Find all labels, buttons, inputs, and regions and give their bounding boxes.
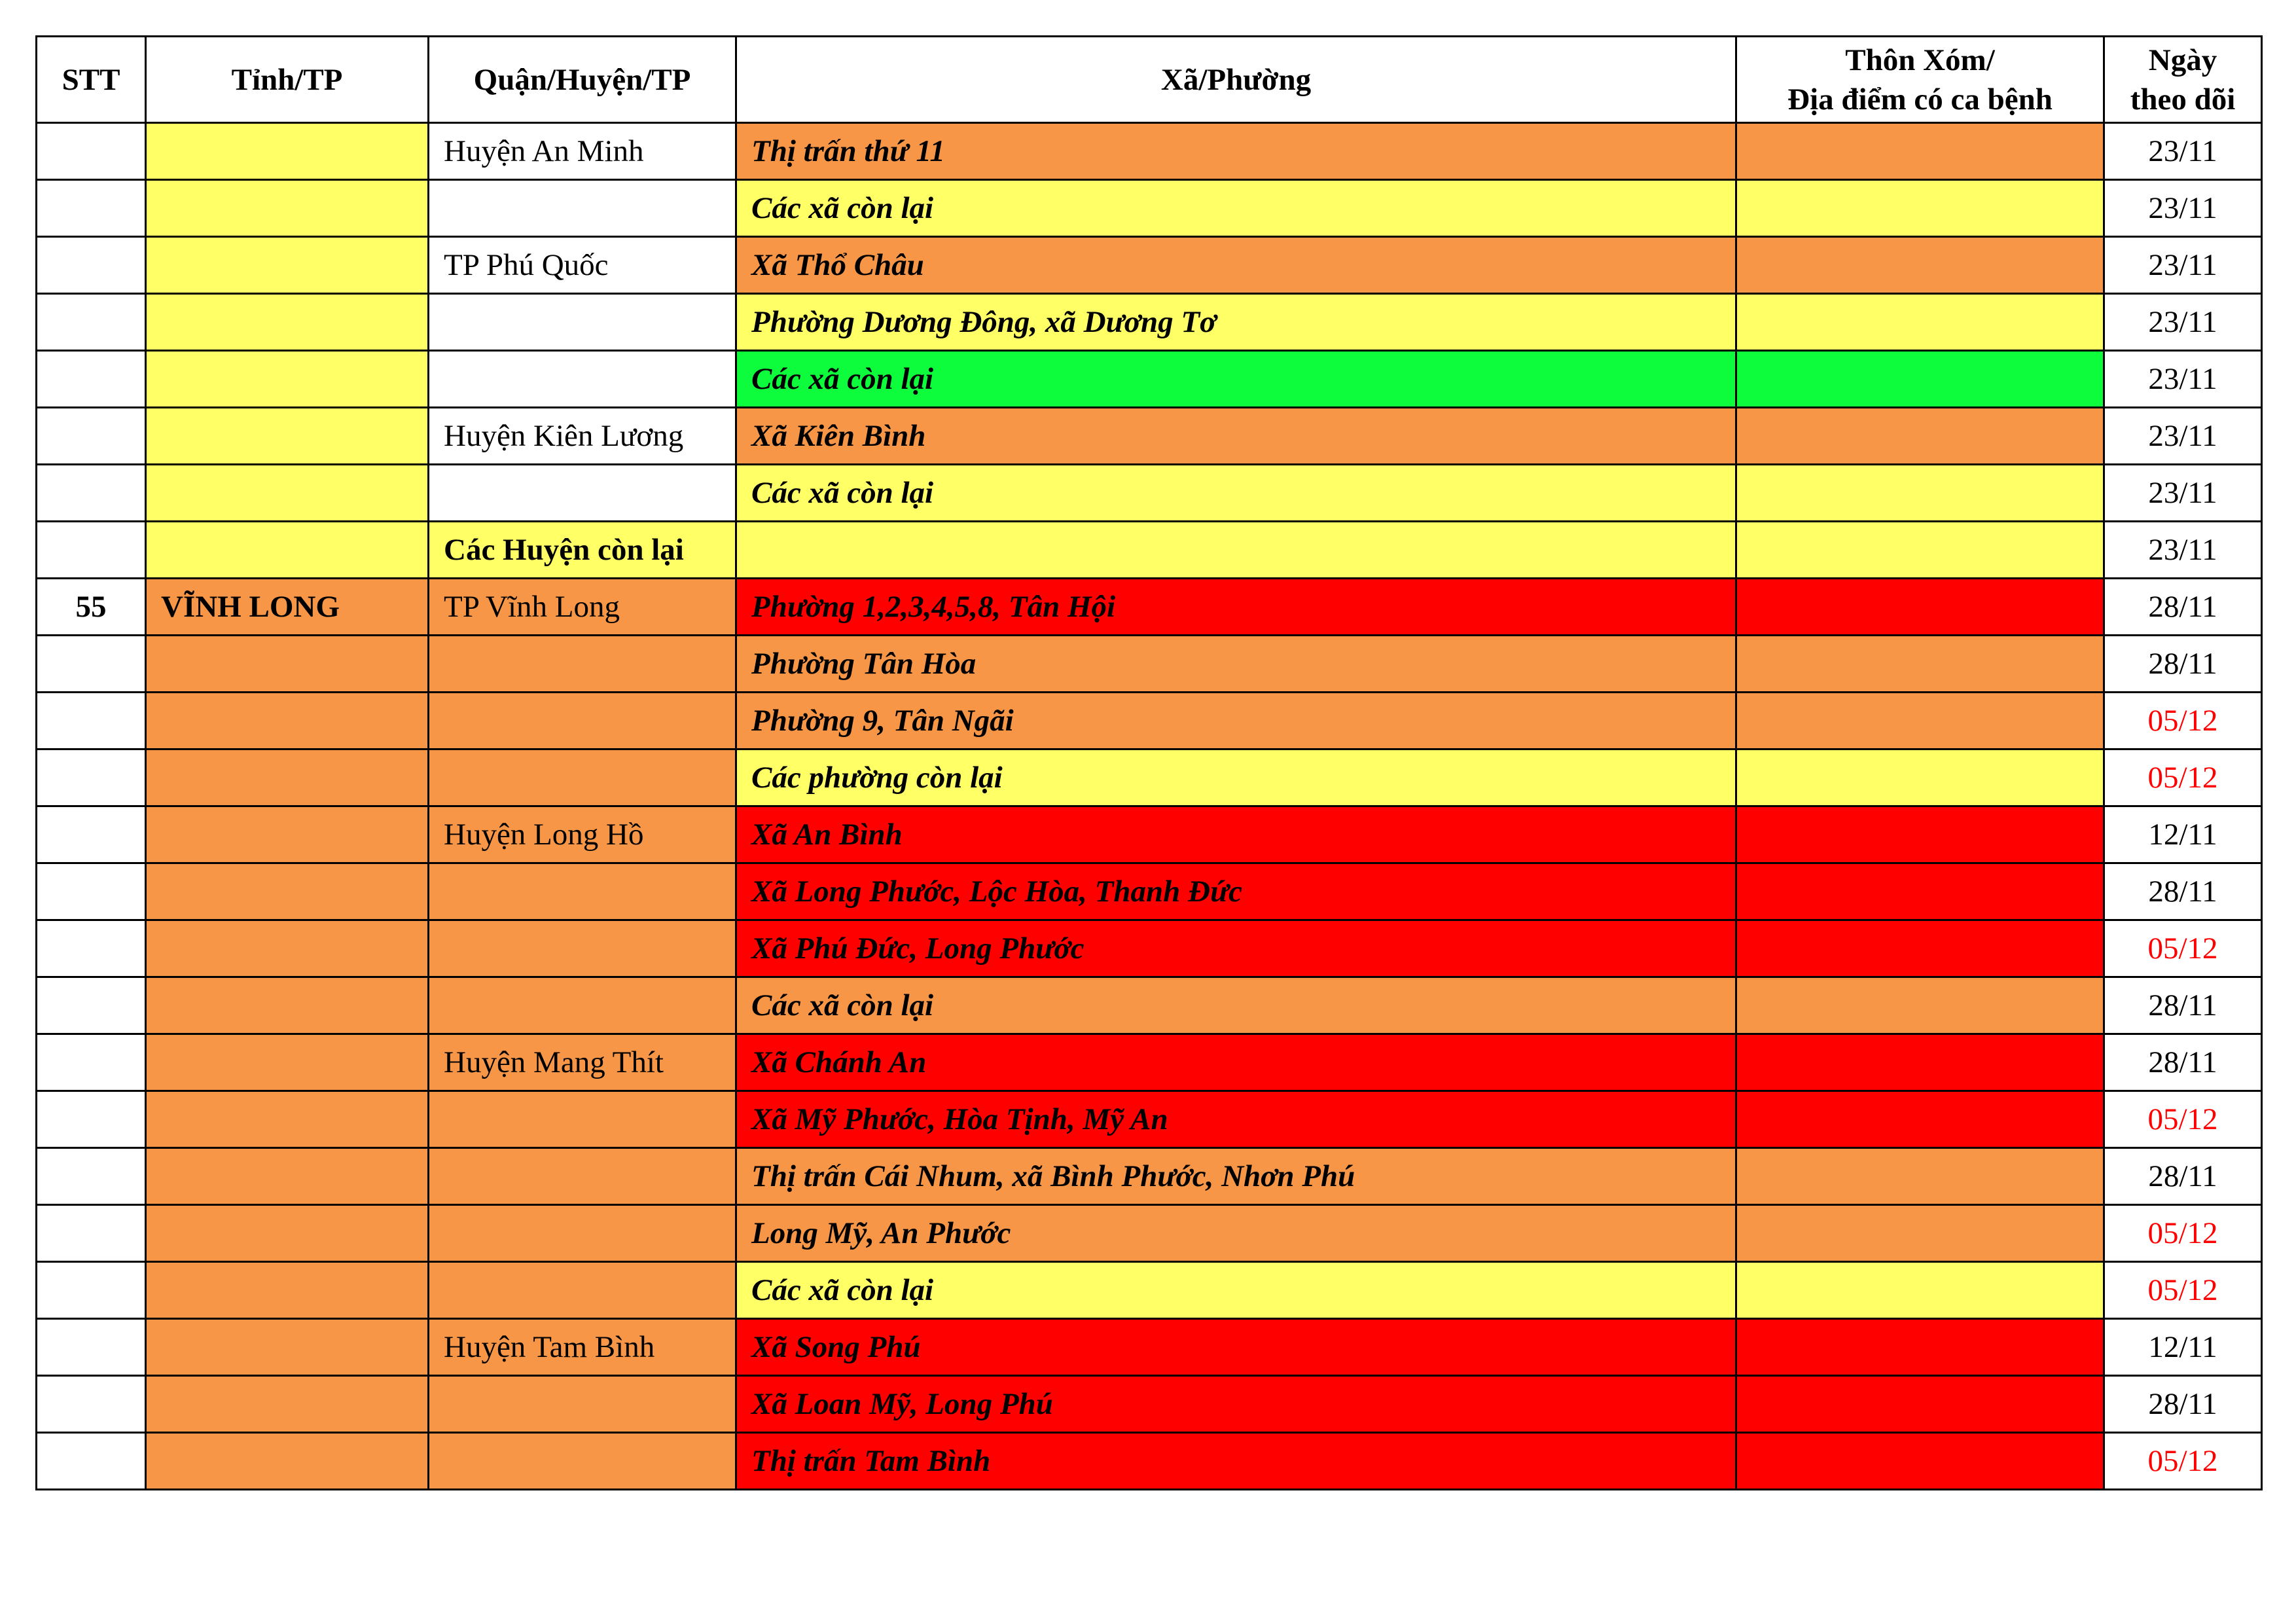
district-cell xyxy=(429,465,736,522)
ward-cell: Các xã còn lại xyxy=(736,180,1736,237)
location-cell xyxy=(1736,522,2104,579)
header-district: Quận/Huyện/TP xyxy=(429,37,736,123)
ward-cell: Thị trấn Cái Nhum, xã Bình Phước, Nhơn Phú xyxy=(736,1148,1736,1205)
province-cell xyxy=(146,977,429,1034)
ward-cell: Xã Thổ Châu xyxy=(736,237,1736,294)
header-stt: STT xyxy=(37,37,146,123)
date-cell: 23/11 xyxy=(2104,180,2262,237)
table-row xyxy=(37,977,2262,1034)
location-cell xyxy=(1736,1091,2104,1148)
location-cell xyxy=(1736,806,2104,863)
province-cell xyxy=(146,408,429,465)
ward-cell: Xã Long Phước, Lộc Hòa, Thanh Đức xyxy=(736,863,1736,920)
province-cell xyxy=(146,806,429,863)
ward-cell: Xã Song Phú xyxy=(736,1319,1736,1376)
date-cell: 05/12 xyxy=(2104,920,2262,977)
table-row xyxy=(37,1319,2262,1376)
ward-cell: Phường 9, Tân Ngãi xyxy=(736,693,1736,749)
location-cell xyxy=(1736,1376,2104,1433)
date-cell: 28/11 xyxy=(2104,579,2262,636)
header-province: Tỉnh/TP xyxy=(146,37,429,123)
stt-cell xyxy=(37,237,146,294)
header-date-line1: Ngày xyxy=(2148,43,2217,77)
location-cell xyxy=(1736,237,2104,294)
province-cell xyxy=(146,465,429,522)
province-cell xyxy=(146,920,429,977)
date-cell: 23/11 xyxy=(2104,522,2262,579)
ward-cell: Các xã còn lại xyxy=(736,351,1736,408)
date-cell: 05/12 xyxy=(2104,1205,2262,1262)
ward-cell: Các phường còn lại xyxy=(736,749,1736,806)
header-ward: Xã/Phường xyxy=(736,37,1736,123)
table-row xyxy=(37,806,2262,863)
table-row xyxy=(37,920,2262,977)
date-cell: 28/11 xyxy=(2104,1148,2262,1205)
district-cell xyxy=(429,977,736,1034)
location-cell xyxy=(1736,636,2104,693)
location-cell xyxy=(1736,1205,2104,1262)
stt-cell xyxy=(37,351,146,408)
province-cell xyxy=(146,1205,429,1262)
province-cell xyxy=(146,1319,429,1376)
province-cell xyxy=(146,636,429,693)
location-cell xyxy=(1736,1034,2104,1091)
district-cell: TP Phú Quốc xyxy=(429,237,736,294)
district-cell xyxy=(429,920,736,977)
province-cell xyxy=(146,522,429,579)
district-cell xyxy=(429,1376,736,1433)
header-row xyxy=(37,37,2262,123)
table-row xyxy=(37,1091,2262,1148)
location-cell xyxy=(1736,1148,2104,1205)
stt-cell xyxy=(37,123,146,180)
table-row xyxy=(37,1034,2262,1091)
date-cell: 05/12 xyxy=(2104,1262,2262,1319)
ward-cell: Thị trấn Tam Bình xyxy=(736,1433,1736,1490)
province-cell xyxy=(146,123,429,180)
province-cell xyxy=(146,237,429,294)
date-cell: 23/11 xyxy=(2104,351,2262,408)
district-cell: Huyện Mang Thít xyxy=(429,1034,736,1091)
date-cell: 28/11 xyxy=(2104,863,2262,920)
stt-cell xyxy=(37,1433,146,1490)
location-cell xyxy=(1736,1433,2104,1490)
header-date xyxy=(2104,37,2262,123)
ward-cell xyxy=(736,522,1736,579)
location-cell xyxy=(1736,920,2104,977)
date-cell: 28/11 xyxy=(2104,977,2262,1034)
ward-cell: Phường Dương Đông, xã Dương Tơ xyxy=(736,294,1736,351)
stt-cell xyxy=(37,180,146,237)
stt-cell xyxy=(37,522,146,579)
location-cell xyxy=(1736,351,2104,408)
district-cell: Các Huyện còn lại xyxy=(429,522,736,579)
province-cell xyxy=(146,180,429,237)
ward-cell: Xã Kiên Bình xyxy=(736,408,1736,465)
stt-cell xyxy=(37,1376,146,1433)
table-body xyxy=(37,123,2262,1490)
table-row xyxy=(37,636,2262,693)
province-cell xyxy=(146,294,429,351)
province-cell xyxy=(146,863,429,920)
stt-cell xyxy=(37,977,146,1034)
province-cell xyxy=(146,1376,429,1433)
ward-cell: Xã Phú Đức, Long Phước xyxy=(736,920,1736,977)
ward-cell: Xã Mỹ Phước, Hòa Tịnh, Mỹ An xyxy=(736,1091,1736,1148)
location-cell xyxy=(1736,863,2104,920)
stt-cell: 55 xyxy=(37,579,146,636)
province-cell xyxy=(146,1148,429,1205)
ward-cell: Xã Loan Mỹ, Long Phú xyxy=(736,1376,1736,1433)
table-row xyxy=(37,351,2262,408)
district-cell xyxy=(429,863,736,920)
stt-cell xyxy=(37,749,146,806)
stt-cell xyxy=(37,465,146,522)
stt-cell xyxy=(37,863,146,920)
date-cell: 05/12 xyxy=(2104,1433,2262,1490)
table-row xyxy=(37,1433,2262,1490)
district-cell xyxy=(429,351,736,408)
stt-cell xyxy=(37,1205,146,1262)
stt-cell xyxy=(37,1091,146,1148)
district-cell: Huyện Kiên Lương xyxy=(429,408,736,465)
ward-cell: Các xã còn lại xyxy=(736,977,1736,1034)
location-cell xyxy=(1736,465,2104,522)
location-cell xyxy=(1736,749,2104,806)
stt-cell xyxy=(37,920,146,977)
stt-cell xyxy=(37,294,146,351)
location-cell xyxy=(1736,408,2104,465)
date-cell: 23/11 xyxy=(2104,123,2262,180)
table-row xyxy=(37,1205,2262,1262)
stt-cell xyxy=(37,806,146,863)
district-cell xyxy=(429,636,736,693)
location-cell xyxy=(1736,579,2104,636)
district-cell xyxy=(429,294,736,351)
stt-cell xyxy=(37,636,146,693)
date-cell: 05/12 xyxy=(2104,749,2262,806)
location-cell xyxy=(1736,180,2104,237)
location-cell xyxy=(1736,1319,2104,1376)
location-cell xyxy=(1736,123,2104,180)
date-cell: 23/11 xyxy=(2104,237,2262,294)
district-cell xyxy=(429,1433,736,1490)
location-cell xyxy=(1736,693,2104,749)
district-cell: Huyện Tam Bình xyxy=(429,1319,736,1376)
table-row xyxy=(37,579,2262,636)
ward-cell: Các xã còn lại xyxy=(736,465,1736,522)
district-cell xyxy=(429,1148,736,1205)
ward-cell: Thị trấn thứ 11 xyxy=(736,123,1736,180)
table-row xyxy=(37,749,2262,806)
header-location-line2: Địa điểm có ca bệnh xyxy=(1787,82,2053,117)
stt-cell xyxy=(37,1148,146,1205)
province-cell xyxy=(146,693,429,749)
date-cell: 05/12 xyxy=(2104,1091,2262,1148)
table-row xyxy=(37,408,2262,465)
location-cell xyxy=(1736,294,2104,351)
district-cell xyxy=(429,693,736,749)
date-cell: 28/11 xyxy=(2104,1034,2262,1091)
header-location xyxy=(1736,37,2104,123)
table-row xyxy=(37,294,2262,351)
date-cell: 12/11 xyxy=(2104,806,2262,863)
date-cell: 12/11 xyxy=(2104,1319,2262,1376)
location-cell xyxy=(1736,977,2104,1034)
district-cell xyxy=(429,1205,736,1262)
province-cell xyxy=(146,749,429,806)
table-row xyxy=(37,863,2262,920)
header-location-line1: Thôn Xóm/ xyxy=(1845,43,1995,77)
table-row xyxy=(37,123,2262,180)
risk-level-table xyxy=(35,35,2263,1490)
date-cell: 28/11 xyxy=(2104,636,2262,693)
location-cell xyxy=(1736,1262,2104,1319)
date-cell: 05/12 xyxy=(2104,693,2262,749)
district-cell xyxy=(429,1262,736,1319)
ward-cell: Phường Tân Hòa xyxy=(736,636,1736,693)
table-row xyxy=(37,465,2262,522)
table-row xyxy=(37,1262,2262,1319)
date-cell: 28/11 xyxy=(2104,1376,2262,1433)
header-date-line2: theo dõi xyxy=(2130,82,2236,117)
date-cell: 23/11 xyxy=(2104,294,2262,351)
ward-cell: Long Mỹ, An Phước xyxy=(736,1205,1736,1262)
table-row xyxy=(37,180,2262,237)
district-cell xyxy=(429,1091,736,1148)
district-cell: TP Vĩnh Long xyxy=(429,579,736,636)
district-cell xyxy=(429,749,736,806)
district-cell: Huyện Long Hồ xyxy=(429,806,736,863)
ward-cell: Xã Chánh An xyxy=(736,1034,1736,1091)
ward-cell: Phường 1,2,3,4,5,8, Tân Hội xyxy=(736,579,1736,636)
stt-cell xyxy=(37,1034,146,1091)
ward-cell: Các xã còn lại xyxy=(736,1262,1736,1319)
table-row xyxy=(37,237,2262,294)
district-cell xyxy=(429,180,736,237)
stt-cell xyxy=(37,1319,146,1376)
date-cell: 23/11 xyxy=(2104,465,2262,522)
province-cell xyxy=(146,1034,429,1091)
province-cell xyxy=(146,1433,429,1490)
table-row xyxy=(37,1376,2262,1433)
province-cell: VĨNH LONG xyxy=(146,579,429,636)
table-row xyxy=(37,1148,2262,1205)
province-cell xyxy=(146,1091,429,1148)
province-cell xyxy=(146,351,429,408)
stt-cell xyxy=(37,408,146,465)
ward-cell: Xã An Bình xyxy=(736,806,1736,863)
stt-cell xyxy=(37,1262,146,1319)
province-cell xyxy=(146,1262,429,1319)
district-cell: Huyện An Minh xyxy=(429,123,736,180)
date-cell: 23/11 xyxy=(2104,408,2262,465)
table-row xyxy=(37,522,2262,579)
table-row xyxy=(37,693,2262,749)
stt-cell xyxy=(37,693,146,749)
